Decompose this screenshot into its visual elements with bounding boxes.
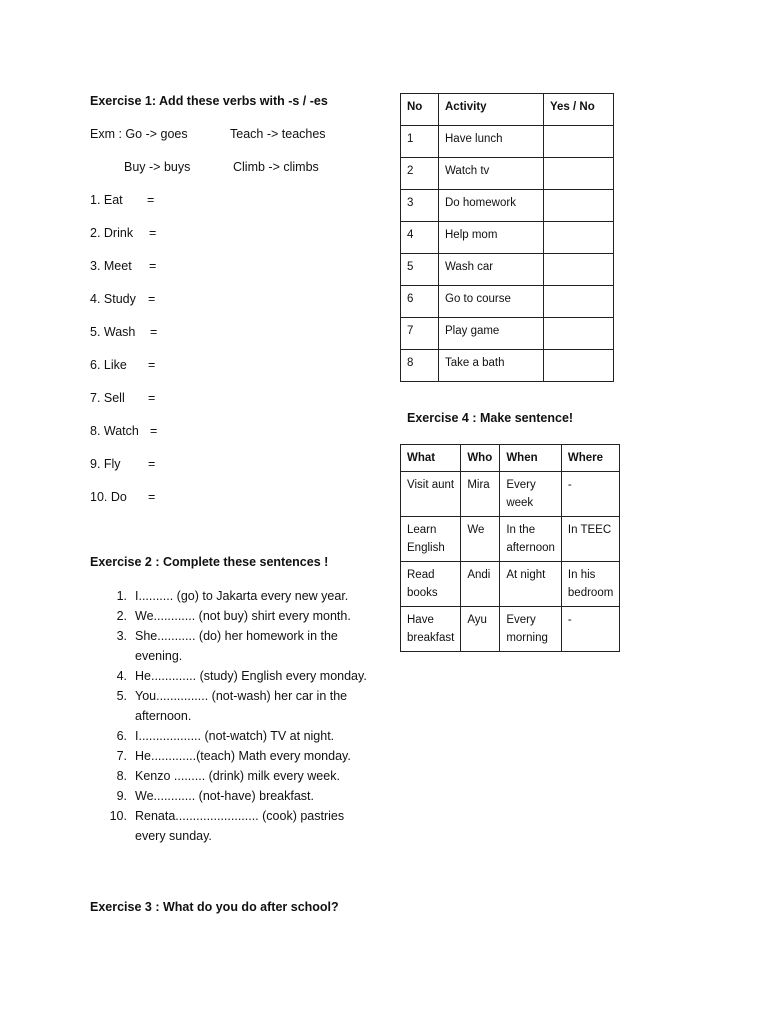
equals-sign: =: [149, 226, 157, 240]
table-cell: Play game: [439, 318, 544, 350]
verb-item: [90, 457, 156, 471]
verb-item: [90, 391, 156, 405]
equals-sign: =: [148, 358, 156, 372]
answer-cell[interactable]: [544, 318, 614, 350]
table-cell: Read books: [401, 562, 461, 607]
verb-item: [90, 226, 157, 240]
exercise-1-title: Exercise 1: Add these verbs with -s / -es: [90, 94, 328, 108]
equals-sign: =: [149, 259, 157, 273]
table-cell: 1: [401, 126, 439, 158]
list-item: [107, 626, 367, 666]
table-row: [401, 350, 614, 382]
table-cell: Watch tv: [439, 158, 544, 190]
table-cell: Have lunch: [439, 126, 544, 158]
equals-sign: =: [150, 325, 158, 339]
table-cell: Every morning: [500, 607, 562, 652]
verb-label: 9. Fly: [90, 457, 121, 471]
table-row: [401, 254, 614, 286]
verb-label: 6. Like: [90, 358, 127, 372]
table-row: [401, 190, 614, 222]
column-header: Yes / No: [544, 94, 614, 126]
item-text: He.............(teach) Math every monday.: [135, 749, 351, 763]
table-cell: Help mom: [439, 222, 544, 254]
answer-cell[interactable]: [544, 254, 614, 286]
table-cell: Wash car: [439, 254, 544, 286]
table-cell: 2: [401, 158, 439, 190]
table-cell: 5: [401, 254, 439, 286]
example-go: Exm : Go -> goes: [90, 127, 188, 141]
verb-label: 10. Do: [90, 490, 127, 504]
item-text: We............ (not buy) shirt every month.: [135, 609, 351, 623]
exercise-3-title: Exercise 3 : What do you do after school?: [90, 900, 339, 914]
verb-label: 8. Watch: [90, 424, 139, 438]
item-number: 8.: [116, 769, 127, 783]
verb-item: [90, 490, 156, 504]
item-text: Renata........................ (cook) pastries every sunday.: [135, 809, 345, 843]
table-header-row: [401, 94, 614, 126]
item-text: I.......... (go) to Jakarta every new year.: [135, 589, 349, 603]
list-item: [107, 806, 367, 846]
example-teach: Teach -> teaches: [230, 127, 326, 141]
table-cell: In his bedroom: [561, 562, 619, 607]
verb-item: [90, 358, 156, 372]
item-text: She........... (do) her homework in the evening.: [135, 629, 338, 663]
equals-sign: =: [150, 424, 158, 438]
answer-cell[interactable]: [544, 126, 614, 158]
exercise-4-title: Exercise 4 : Make sentence!: [407, 411, 574, 425]
list-item: [107, 606, 367, 626]
equals-sign: =: [148, 292, 156, 306]
column-header: No: [401, 94, 439, 126]
equals-sign: =: [148, 490, 156, 504]
table-row: [401, 222, 614, 254]
sentence-table: [400, 444, 620, 652]
table-cell: 8: [401, 350, 439, 382]
item-number: 4.: [116, 669, 127, 683]
table-cell: At night: [500, 562, 562, 607]
item-text: We............ (not-have) breakfast.: [135, 789, 315, 803]
item-number: 7.: [116, 749, 127, 763]
table-row: [401, 562, 620, 607]
list-item: [107, 666, 367, 686]
column-header: When: [500, 445, 562, 472]
item-number: 5.: [116, 689, 127, 703]
table-row: [401, 607, 620, 652]
exercise-2-title: Exercise 2 : Complete these sentences !: [90, 555, 329, 569]
item-number: 2.: [116, 609, 127, 623]
table-cell: Go to course: [439, 286, 544, 318]
verb-item: [90, 424, 158, 438]
verb-label: 7. Sell: [90, 391, 125, 405]
answer-cell[interactable]: [544, 222, 614, 254]
column-header: Activity: [439, 94, 544, 126]
table-cell: Every week: [500, 472, 562, 517]
verb-label: 5. Wash: [90, 325, 136, 339]
table-cell: Andi: [461, 562, 500, 607]
table-row: [401, 318, 614, 350]
verb-label: 2. Drink: [90, 226, 134, 240]
table-cell: Take a bath: [439, 350, 544, 382]
table-row: [401, 472, 620, 517]
list-item: [107, 766, 367, 786]
example-buy: Buy -> buys: [124, 160, 191, 174]
table-cell: Visit aunt: [401, 472, 461, 517]
table-cell: 7: [401, 318, 439, 350]
list-item: [107, 786, 367, 806]
table-cell: Learn English: [401, 517, 461, 562]
sentence-list: [107, 586, 367, 846]
table-cell: 4: [401, 222, 439, 254]
column-header: What: [401, 445, 461, 472]
item-text: Kenzo ......... (drink) milk every week.: [135, 769, 340, 783]
verb-label: 3. Meet: [90, 259, 132, 273]
item-number: 9.: [116, 789, 127, 803]
table-cell: In TEEC: [561, 517, 619, 562]
item-text: I.................. (not-watch) TV at night.: [135, 729, 335, 743]
table-row: [401, 158, 614, 190]
answer-cell[interactable]: [544, 158, 614, 190]
table-cell: We: [461, 517, 500, 562]
list-item: [107, 746, 367, 766]
list-item: [107, 726, 367, 746]
item-number: 3.: [116, 629, 127, 643]
answer-cell[interactable]: [544, 286, 614, 318]
table-cell: Mira: [461, 472, 500, 517]
equals-sign: =: [148, 391, 156, 405]
column-header: Who: [461, 445, 500, 472]
table-cell: Have breakfast: [401, 607, 461, 652]
item-number: 6.: [116, 729, 127, 743]
item-text: He............. (study) English every monday.: [135, 669, 367, 683]
verb-item: [90, 259, 157, 273]
list-item: [107, 586, 367, 606]
item-number: 1.: [116, 589, 127, 603]
list-item: [107, 686, 367, 726]
table-row: [401, 126, 614, 158]
activity-table: [400, 93, 614, 382]
table-cell: -: [561, 472, 619, 517]
table-cell: In the afternoon: [500, 517, 562, 562]
verb-label: 1. Eat: [90, 193, 123, 207]
table-row: [401, 286, 614, 318]
verb-item: [90, 292, 156, 306]
table-cell: 6: [401, 286, 439, 318]
column-header: Where: [561, 445, 619, 472]
table-cell: Do homework: [439, 190, 544, 222]
answer-cell[interactable]: [544, 350, 614, 382]
table-row: [401, 517, 620, 562]
answer-cell[interactable]: [544, 190, 614, 222]
table-cell: Ayu: [461, 607, 500, 652]
equals-sign: =: [148, 457, 156, 471]
table-cell: 3: [401, 190, 439, 222]
verb-label: 4. Study: [90, 292, 136, 306]
verb-item: [90, 193, 155, 207]
example-climb: Climb -> climbs: [233, 160, 319, 174]
table-header-row: [401, 445, 620, 472]
table-cell: -: [561, 607, 619, 652]
item-number: 10.: [109, 809, 127, 823]
equals-sign: =: [147, 193, 155, 207]
verb-item: [90, 325, 158, 339]
item-text: You............... (not-wash) her car in the afternoon.: [135, 689, 348, 723]
